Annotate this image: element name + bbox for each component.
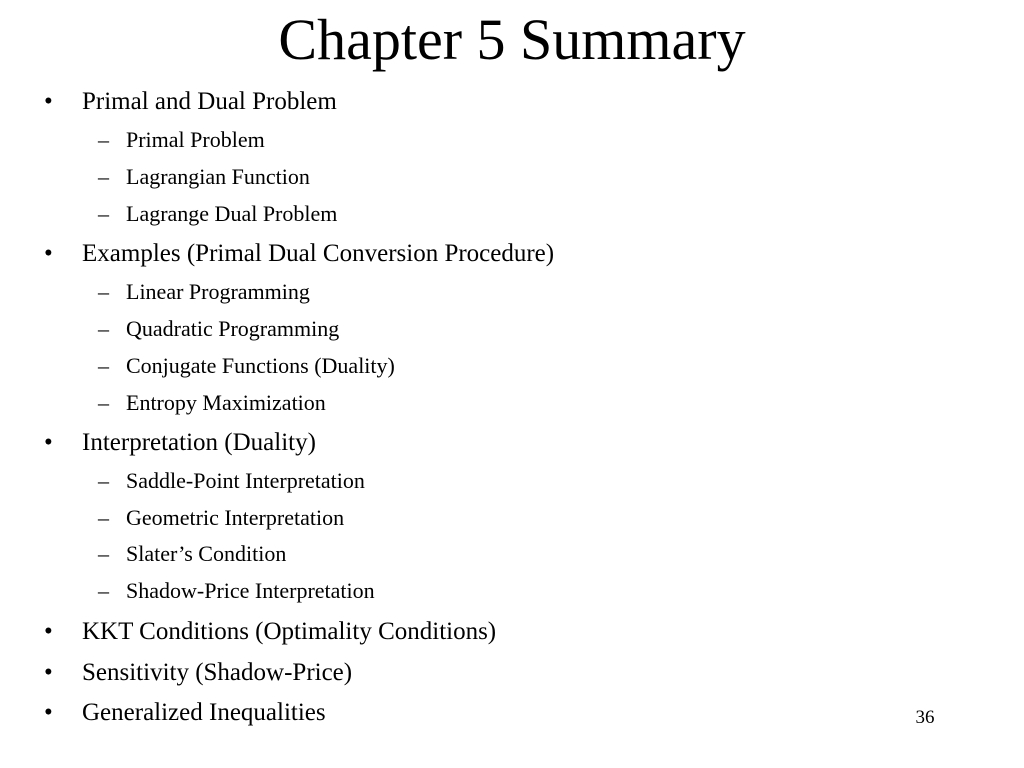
sub-bullet-marker: –	[98, 353, 109, 378]
bullet-text: Sensitivity (Shadow-Price)	[82, 659, 353, 686]
sub-bullet-marker: –	[98, 279, 109, 304]
slide-title: Chapter 5 Summary	[278, 7, 746, 72]
sub-bullet-text: Geometric Interpretation	[126, 505, 345, 530]
bullet-text: Generalized Inequalities	[82, 699, 326, 726]
sub-bullet-marker: –	[98, 316, 109, 341]
bullet-text: Examples (Primal Dual Conversion Procedure)	[82, 240, 555, 267]
sub-bullet-text: Primal Problem	[126, 127, 265, 152]
sub-bullet-text: Entropy Maximization	[126, 390, 326, 415]
sub-bullet-marker: –	[98, 127, 109, 152]
bullet-text: Interpretation (Duality)	[82, 429, 316, 456]
sub-bullet-marker: –	[98, 164, 109, 189]
bullet-marker: •	[44, 699, 53, 726]
sub-bullet-text: Slater’s Condition	[126, 541, 287, 566]
bullet-marker: •	[44, 429, 53, 456]
sub-bullet-text: Saddle-Point Interpretation	[126, 468, 365, 493]
bullet-text: Primal and Dual Problem	[82, 88, 337, 115]
sub-bullet-text: Lagrangian Function	[126, 164, 310, 189]
bullet-text: KKT Conditions (Optimality Conditions)	[82, 618, 497, 645]
sub-bullet-marker: –	[98, 578, 109, 603]
sub-bullet-marker: –	[98, 541, 109, 566]
sub-bullet-marker: –	[98, 505, 109, 530]
bullet-marker: •	[44, 88, 53, 115]
sub-bullet-text: Quadratic Programming	[126, 316, 340, 341]
bullet-marker: •	[44, 659, 53, 686]
sub-bullet-marker: –	[98, 201, 109, 226]
bullet-marker: •	[44, 240, 53, 267]
sub-bullet-text: Linear Programming	[126, 279, 310, 304]
sub-bullet-text: Shadow-Price Interpretation	[126, 578, 375, 603]
sub-bullet-marker: –	[98, 468, 109, 493]
bullet-marker: •	[44, 618, 53, 645]
sub-bullet-text: Lagrange Dual Problem	[126, 201, 338, 226]
page-number: 36	[915, 707, 935, 728]
sub-bullet-marker: –	[98, 390, 109, 415]
sub-bullet-text: Conjugate Functions (Duality)	[126, 353, 395, 378]
